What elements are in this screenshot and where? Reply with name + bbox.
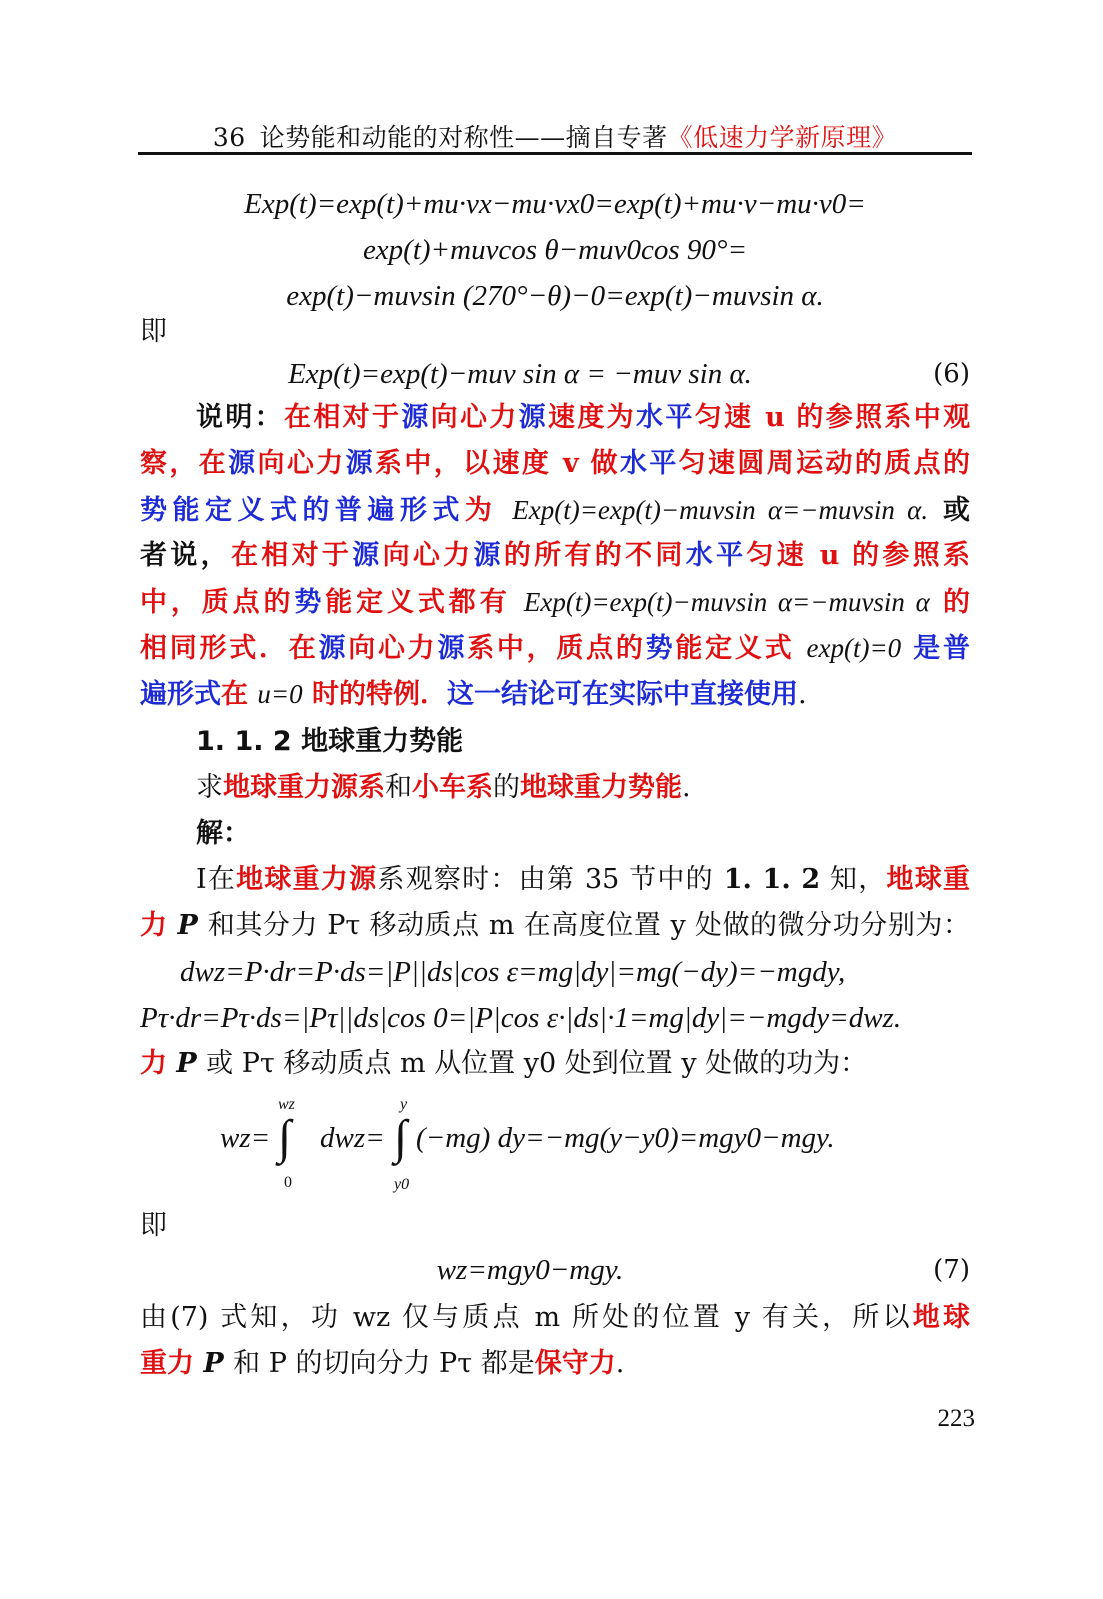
equation-dw-2: Pτ·dr=Pτ·ds=|Pτ||ds|cos 0=|P|cos ε·|ds|·1=mg|dy|=−mgdy=dwz. <box>140 1002 902 1034</box>
integral-equation <box>220 1096 920 1196</box>
explain-line-3: 势能定义式的普遍形式为 Exp(t)=exp(t)−muvsin α=−muvsin α. 或 <box>140 495 970 526</box>
equation-7: wz=mgy0−mgy. <box>436 1254 624 1286</box>
header-title: 论势能和动能的对称性——摘自专著 <box>259 123 668 152</box>
explain-line-5: 中，质点的势能定义式都有 Exp(t)=exp(t)−muvsin α=−muvsin α 的 <box>140 587 971 618</box>
integral-1-upper: wz <box>278 1096 295 1113</box>
equation-7-number: (7) <box>933 1255 970 1285</box>
page-number: 223 <box>937 1405 975 1432</box>
conclusion-line-1: 由(7) 式知，功 wz 仅与质点 m 所处的位置 y 有关，所以地球 <box>140 1302 970 1333</box>
explain-line-2: 察，在源向心力源系中，以速度 v 做水平匀速圆周运动的质点的 <box>140 448 970 479</box>
equation-7-row <box>140 1250 970 1290</box>
explain-line-4: 者说，在相对于源向心力源的所有的不同水平匀速 u 的参照系 <box>140 540 971 571</box>
header-book-title: 《低速力学新原理》 <box>667 123 898 152</box>
conclusion-line-2: 重力 P 和 P 的切向分力 Pτ 都是保守力. <box>140 1348 625 1379</box>
integral-2-upper: y <box>400 1096 408 1113</box>
part1-line-1: Ⅰ在地球重力源系观察时：由第 35 节中的 1. 1. 2 知，地球重 <box>196 864 970 895</box>
equation-6-row <box>140 354 970 394</box>
integral-rhs: (−mg) dy=−mg(y−y0)=mgy0−mgy. <box>416 1122 835 1154</box>
integral-lhs: wz= <box>220 1122 271 1154</box>
header-page-no: 36 <box>212 123 246 152</box>
task-line: 求地球重力源系和小车系的地球重力势能. <box>196 772 691 803</box>
running-header <box>140 118 970 154</box>
work-line: 力 P 或 Pτ 移动质点 m 从位置 y0 处到位置 y 处做的功为： <box>140 1048 868 1079</box>
integral-sign-2: ∫ <box>394 1111 408 1164</box>
integral-1-lower: 0 <box>284 1174 292 1191</box>
explain-line-6: 相同形式．在源向心力源系中，质点的势能定义式 exp(t)=0 是普 <box>140 633 971 664</box>
header-rule <box>138 152 972 155</box>
equation-6-number: (6) <box>933 359 970 389</box>
explain-line-7: 遍形式在 u=0 时的特例．这一结论可在实际中直接使用. <box>140 679 807 710</box>
ji-2: 即 <box>140 1210 167 1241</box>
solve-label: 解： <box>196 818 250 849</box>
integral-2-lower: y0 <box>394 1176 410 1193</box>
equation-line-1: Exp(t)=exp(t)+mu·vx−mu·vx0=exp(t)+mu·v−mu·v0= <box>244 188 866 220</box>
section-heading: 1. 1. 2 地球重力势能 <box>196 726 464 757</box>
part1-line-2: 力 P 和其分力 Pτ 移动质点 m 在高度位置 y 处做的微分功分别为： <box>140 910 970 941</box>
equation-line-3: exp(t)−muvsin (270°−θ)−0=exp(t)−muvsin α. <box>286 280 824 312</box>
integral-sign-1: ∫ <box>278 1111 292 1164</box>
explain-line-1: 说明：在相对于源向心力源速度为水平匀速 u 的参照系中观 <box>196 402 971 433</box>
equation-6: Exp(t)=exp(t)−muv sin α = −muv sin α. <box>288 358 752 390</box>
integral-mid: dwz= <box>320 1122 385 1154</box>
equation-dw-1: dwz=P·dr=P·ds=|P||ds|cos ε=mg|dy|=mg(−dy)=−mgdy, <box>180 956 846 988</box>
equation-line-2: exp(t)+muvcos θ−muv0cos 90°= <box>362 234 748 266</box>
ji-1: 即 <box>140 316 167 347</box>
